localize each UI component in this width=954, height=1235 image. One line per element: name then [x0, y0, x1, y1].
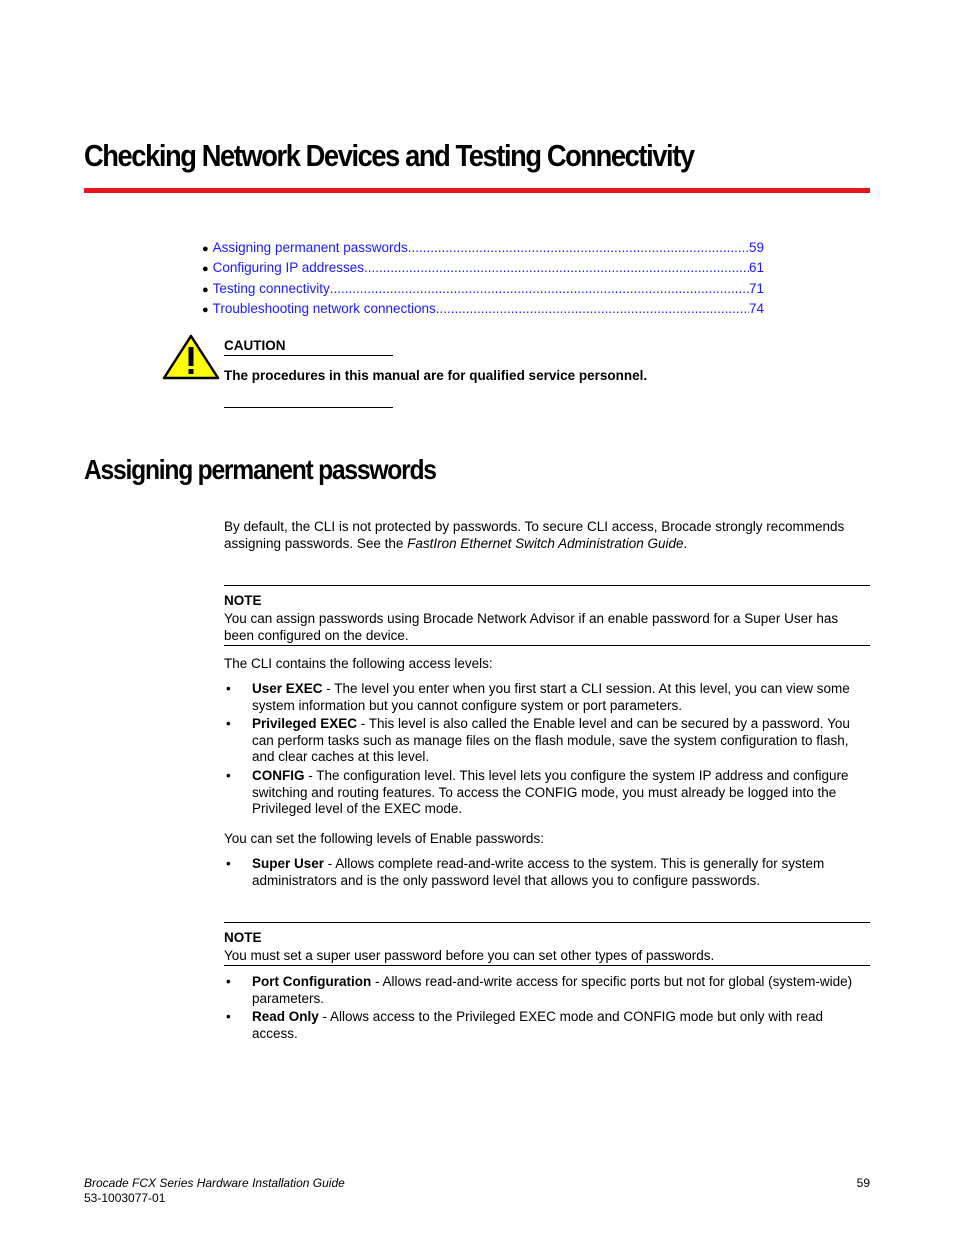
- enable-intro: You can set the following levels of Enable passwords:: [224, 831, 544, 846]
- toc-link[interactable]: [213, 281, 764, 296]
- toc-label: Testing connectivity: [212, 280, 330, 296]
- bullet-icon: ●: [202, 303, 209, 316]
- toc-item[interactable]: [202, 281, 764, 301]
- list-item: [224, 716, 870, 766]
- bullet-icon: ●: [202, 243, 209, 255]
- list-item: [224, 768, 870, 818]
- bullet-icon: ●: [202, 263, 209, 276]
- bullet-icon: ●: [202, 283, 209, 296]
- mini-toc: [202, 240, 764, 321]
- list-item: [224, 681, 870, 714]
- list-term: Port Configuration: [252, 974, 372, 989]
- list-desc: - Allows access to the Privileged EXEC mode and CONFIG mode but only with read access.: [252, 1009, 824, 1041]
- list-item: [224, 1009, 870, 1042]
- toc-page: 74: [748, 300, 764, 316]
- caution-triangle-icon: [162, 334, 220, 380]
- note-text: You must set a super user password before you can set other types of passwords.: [224, 948, 715, 963]
- intro-text: By default, the CLI is not protected by passwords. To secure CLI access, Brocade strongly recommends assigning passwords. See the: [224, 519, 845, 551]
- list-desc: - The configuration level. This level lets you configure the system IP address and configure switching and routing features. To access the CONFIG mode, you must already be logged into the Privileged level of the EXEC mode.: [252, 767, 849, 817]
- bullet-icon: •: [226, 767, 231, 783]
- toc-item[interactable]: [202, 301, 764, 321]
- section-title: Assigning permanent passwords: [84, 454, 436, 485]
- toc-link[interactable]: [213, 240, 764, 255]
- toc-item[interactable]: [202, 240, 764, 260]
- bullet-icon: •: [226, 1009, 231, 1025]
- access-levels-list: [224, 681, 870, 818]
- toc-link[interactable]: [213, 260, 764, 275]
- caution-label: CAUTION: [224, 338, 286, 353]
- toc-page: 59: [748, 240, 764, 255]
- caution-rule-bottom: [224, 407, 393, 408]
- note-rule-top: [224, 922, 870, 923]
- toc-label: Assigning permanent passwords: [212, 240, 408, 255]
- note-rule-bottom: [224, 965, 870, 966]
- intro-reference: FastIron Ethernet Switch Administration Guide: [407, 536, 684, 551]
- page-number: 59: [856, 1176, 870, 1190]
- chapter-title-rule: [84, 188, 870, 193]
- footer: [84, 1176, 345, 1206]
- note-text: You can assign passwords using Brocade Network Advisor if an enable password for a Super User has been configured on the device.: [224, 611, 839, 643]
- bullet-icon: •: [226, 974, 231, 989]
- bullet-icon: •: [226, 856, 231, 871]
- note-heading: NOTE: [224, 593, 262, 608]
- caution-rule-top: [224, 355, 393, 356]
- list-item: [224, 974, 870, 1007]
- note-rule-top: [224, 585, 870, 586]
- list-item: [224, 856, 870, 889]
- list-term: Super User: [252, 856, 325, 871]
- toc-link[interactable]: [213, 301, 764, 316]
- note-heading: NOTE: [224, 930, 262, 945]
- caution-text: The procedures in this manual are for qualified service personnel.: [224, 368, 648, 383]
- bullet-icon: •: [226, 716, 231, 732]
- toc-leader: [330, 281, 749, 296]
- levels-intro: The CLI contains the following access levels:: [224, 656, 493, 671]
- toc-page: 71: [748, 280, 764, 296]
- list-desc: - Allows read-and-write access for specific ports but not for global (system-wide) parameters.: [252, 974, 853, 1006]
- toc-page: 61: [748, 260, 764, 276]
- enable-levels-list-continued: [224, 974, 870, 1042]
- toc-leader: [436, 301, 749, 316]
- footer-title: Brocade FCX Series Hardware Installation Guide: [84, 1176, 345, 1190]
- toc-item[interactable]: [202, 260, 764, 280]
- toc-leader: [364, 260, 749, 275]
- list-desc: - This level is also called the Enable level and can be secured by a password. You can perform tasks such as manage files on the flash module, save the system configuration to flash, and clear caches at this level.: [252, 716, 850, 765]
- toc-label: Troubleshooting network connections: [212, 300, 436, 316]
- list-desc: - The level you enter when you first start a CLI session. At this level, you can view some system information but you cannot configure system or port parameters.: [252, 681, 850, 713]
- enable-levels-list: [224, 856, 870, 889]
- list-term: CONFIG: [252, 767, 305, 783]
- footer-doc-number: 53-1003077-01: [84, 1191, 166, 1205]
- list-desc: - Allows complete read-and-write access to the system. This is generally for system administrators and is the only password level that allows you to configure passwords.: [252, 856, 825, 888]
- list-term: User EXEC: [252, 681, 323, 696]
- toc-label: Configuring IP addresses: [212, 260, 364, 276]
- intro-paragraph: [224, 518, 870, 552]
- toc-leader: [408, 240, 749, 255]
- list-term: Privileged EXEC: [252, 716, 358, 732]
- bullet-icon: •: [226, 681, 231, 696]
- list-term: Read Only: [252, 1009, 319, 1025]
- chapter-title: Checking Network Devices and Testing Connectivity: [84, 138, 694, 173]
- intro-end: .: [683, 536, 688, 551]
- note-rule-bottom: [224, 645, 870, 646]
